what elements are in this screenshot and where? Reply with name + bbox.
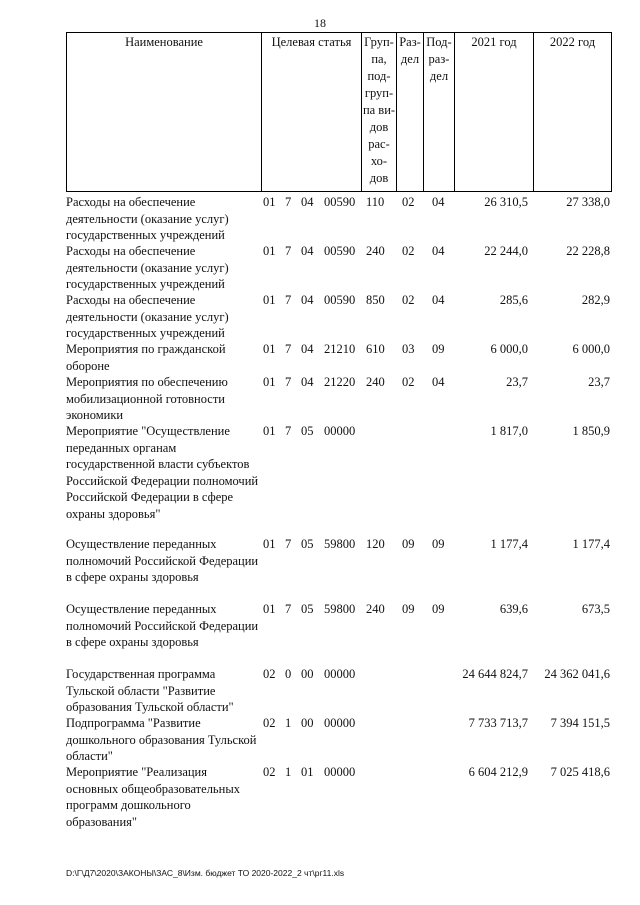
group-code: 240 bbox=[366, 244, 385, 258]
row-name: Осуществление переданных полномочий Российской Федерации в сфере охраны здоровья bbox=[66, 602, 259, 649]
target-code-2: 0 bbox=[285, 667, 292, 681]
target-code-2: 7 bbox=[285, 424, 292, 438]
group-code: 120 bbox=[366, 537, 385, 551]
target-code-1: 01 bbox=[263, 244, 276, 258]
section-code: 02 bbox=[402, 195, 415, 209]
target-code-3: 00 bbox=[301, 716, 314, 730]
row-name: Расходы на обеспечение деятельности (оказание услуг) государственных учреждений bbox=[66, 244, 229, 291]
target-code-4: 59800 bbox=[324, 537, 356, 551]
row-name: Мероприятия по обеспечению мобилизационной готовности экономики bbox=[66, 375, 228, 422]
value-2022: 24 362 041,6 bbox=[544, 667, 610, 681]
group-code: 110 bbox=[366, 195, 385, 209]
header-2022: 2022 год bbox=[533, 32, 612, 192]
value-2022: 7 394 151,5 bbox=[550, 716, 610, 730]
value-2022: 6 000,0 bbox=[572, 342, 610, 356]
subsection-code: 04 bbox=[432, 244, 445, 258]
target-code-3: 04 bbox=[301, 342, 314, 356]
target-code-4: 59800 bbox=[324, 602, 356, 616]
header-group: Груп- па, под- груп- па ви- дов рас- хо- дов bbox=[361, 32, 396, 192]
header-section: Раз- дел bbox=[396, 32, 423, 192]
table-body bbox=[0, 194, 640, 830]
row-name: Мероприятие "Реализация основных общеобразовательных программ дошкольного образования" bbox=[66, 765, 240, 829]
header-subsection: Под- раз- дел bbox=[423, 32, 454, 192]
target-code-3: 01 bbox=[301, 765, 314, 779]
row-name: Подпрограмма "Развитие дошкольного образования Тульской области" bbox=[66, 716, 257, 763]
target-code-1: 01 bbox=[263, 375, 276, 389]
target-code-4: 00000 bbox=[324, 716, 356, 730]
value-2022: 1 177,4 bbox=[572, 537, 610, 551]
table-row bbox=[0, 423, 640, 536]
value-2021: 6 000,0 bbox=[490, 342, 528, 356]
value-2022: 23,7 bbox=[588, 375, 610, 389]
target-code-2: 7 bbox=[285, 342, 292, 356]
target-code-2: 1 bbox=[285, 765, 292, 779]
group-code: 850 bbox=[366, 293, 385, 307]
table-row bbox=[0, 341, 640, 374]
value-2021: 1 817,0 bbox=[490, 424, 528, 438]
value-2022: 27 338,0 bbox=[566, 195, 610, 209]
value-2021: 1 177,4 bbox=[490, 537, 528, 551]
target-code-3: 04 bbox=[301, 195, 314, 209]
target-code-3: 00 bbox=[301, 667, 314, 681]
subsection-code: 09 bbox=[432, 602, 445, 616]
row-name: Государственная программа Тульской области "Развитие образования Тульской области" bbox=[66, 667, 234, 714]
header-target: Целевая статья bbox=[261, 32, 361, 192]
table-row bbox=[0, 292, 640, 341]
subsection-code: 09 bbox=[432, 537, 445, 551]
value-2021: 639,6 bbox=[499, 602, 528, 616]
value-2021: 285,6 bbox=[499, 293, 528, 307]
table-row bbox=[0, 194, 640, 243]
table-row bbox=[0, 666, 640, 715]
value-2021: 7 733 713,7 bbox=[468, 716, 528, 730]
target-code-1: 01 bbox=[263, 537, 276, 551]
target-code-4: 00000 bbox=[324, 765, 356, 779]
table-row bbox=[0, 601, 640, 666]
target-code-3: 04 bbox=[301, 375, 314, 389]
target-code-4: 21210 bbox=[324, 342, 356, 356]
target-code-1: 02 bbox=[263, 667, 276, 681]
subsection-code: 09 bbox=[432, 342, 445, 356]
target-code-4: 00590 bbox=[324, 195, 356, 209]
value-2022: 22 228,8 bbox=[566, 244, 610, 258]
subsection-code: 04 bbox=[432, 293, 445, 307]
target-code-3: 04 bbox=[301, 293, 314, 307]
row-name: Расходы на обеспечение деятельности (оказание услуг) государственных учреждений bbox=[66, 195, 229, 242]
target-code-2: 7 bbox=[285, 195, 292, 209]
group-code: 240 bbox=[366, 375, 385, 389]
section-code: 02 bbox=[402, 293, 415, 307]
section-code: 09 bbox=[402, 602, 415, 616]
section-code: 03 bbox=[402, 342, 415, 356]
group-code: 610 bbox=[366, 342, 385, 356]
target-code-2: 7 bbox=[285, 293, 292, 307]
value-2021: 23,7 bbox=[506, 375, 528, 389]
header-name: Наименование bbox=[66, 32, 261, 192]
target-code-4: 00000 bbox=[324, 667, 356, 681]
target-code-3: 05 bbox=[301, 424, 314, 438]
row-name: Расходы на обеспечение деятельности (оказание услуг) государственных учреждений bbox=[66, 293, 229, 340]
value-2022: 282,9 bbox=[581, 293, 610, 307]
target-code-2: 7 bbox=[285, 602, 292, 616]
table-row bbox=[0, 764, 640, 830]
target-code-4: 00590 bbox=[324, 293, 356, 307]
value-2022: 673,5 bbox=[581, 602, 610, 616]
value-2022: 7 025 418,6 bbox=[550, 765, 610, 779]
target-code-1: 01 bbox=[263, 602, 276, 616]
target-code-4: 00590 bbox=[324, 244, 356, 258]
value-2021: 26 310,5 bbox=[484, 195, 528, 209]
row-name: Мероприятие "Осуществление переданных органам государственной власти субъектов Российской Федерации полномочий Российской Федерации в сфере охраны здоровья" bbox=[66, 424, 259, 521]
target-code-3: 04 bbox=[301, 244, 314, 258]
target-code-1: 01 bbox=[263, 195, 276, 209]
target-code-1: 02 bbox=[263, 765, 276, 779]
section-code: 02 bbox=[402, 244, 415, 258]
value-2021: 6 604 212,9 bbox=[468, 765, 528, 779]
target-code-2: 7 bbox=[285, 244, 292, 258]
target-code-4: 21220 bbox=[324, 375, 356, 389]
row-name: Мероприятия по гражданской обороне bbox=[66, 342, 226, 373]
subsection-code: 04 bbox=[432, 195, 445, 209]
table-row bbox=[0, 536, 640, 601]
section-code: 09 bbox=[402, 537, 415, 551]
target-code-2: 7 bbox=[285, 375, 292, 389]
target-code-1: 01 bbox=[263, 342, 276, 356]
row-name: Осуществление переданных полномочий Российской Федерации в сфере охраны здоровья bbox=[66, 537, 259, 584]
value-2021: 22 244,0 bbox=[484, 244, 528, 258]
target-code-2: 1 bbox=[285, 716, 292, 730]
page-number: 18 bbox=[314, 16, 326, 30]
target-code-1: 01 bbox=[263, 424, 276, 438]
target-code-4: 00000 bbox=[324, 424, 356, 438]
value-2022: 1 850,9 bbox=[572, 424, 610, 438]
table-row bbox=[0, 243, 640, 292]
target-code-1: 02 bbox=[263, 716, 276, 730]
section-code: 02 bbox=[402, 375, 415, 389]
target-code-2: 7 bbox=[285, 537, 292, 551]
file-path-footer: D:\Г\Д7\2020\ЗАКОНЫ\ЗАС_8\Изм. бюджет ТО 2020-2022_2 чт\рг11.xls bbox=[66, 868, 345, 878]
target-code-1: 01 bbox=[263, 293, 276, 307]
table-row bbox=[0, 715, 640, 764]
value-2021: 24 644 824,7 bbox=[462, 667, 528, 681]
target-code-3: 05 bbox=[301, 537, 314, 551]
table-header bbox=[66, 32, 612, 192]
subsection-code: 04 bbox=[432, 375, 445, 389]
header-2021: 2021 год bbox=[454, 32, 533, 192]
table-row bbox=[0, 374, 640, 423]
group-code: 240 bbox=[366, 602, 385, 616]
target-code-3: 05 bbox=[301, 602, 314, 616]
